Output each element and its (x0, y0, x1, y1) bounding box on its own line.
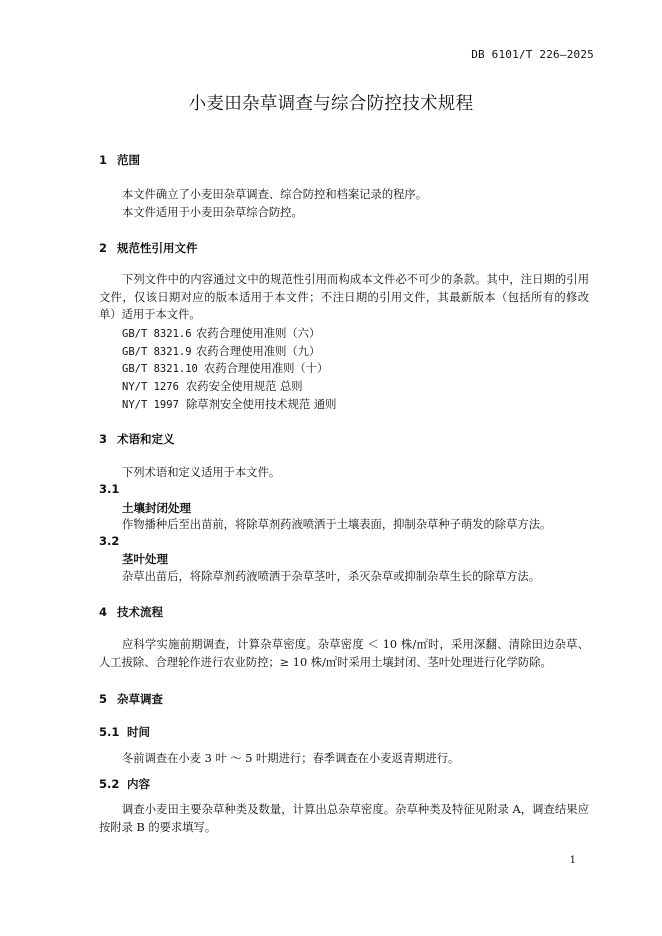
section-4-text: 应科学实施前期调查，计算杂草密度。杂草密度 ＜ 10 株/㎡时，采用深翻、清除田边杂草、人工拔除、合理轮作进行农业防控；≥ 10 株/㎡时采用土壤封闭、茎叶处理进行化学防除。 (99, 638, 589, 669)
term-name: 土壤封闭处理 (122, 501, 191, 515)
reference-name: 农药合理使用准则（六） (196, 327, 321, 340)
subsection-title: 内容 (127, 777, 150, 791)
reference-code: GB/T 8321.6 (122, 328, 192, 340)
reference-item (122, 378, 303, 394)
section-title: 规范性引用文件 (117, 241, 198, 255)
subsection-5-2-text: 调查小麦田主要杂草种类及数量，计算出总杂草密度。杂草种类及特征见附录 A，调查结果应按附录 B 的要求填写。 (99, 803, 589, 834)
term-definition: 杂草出苗后，将除草剂药液喷洒于杂草茎叶，杀灭杂草或抑制杂草生长的除草方法。 (122, 570, 540, 583)
section-3-intro: 下列术语和定义适用于本文件。 (122, 466, 281, 479)
section-4-heading (99, 604, 163, 620)
section-number: 1 (99, 153, 108, 167)
reference-item (122, 360, 328, 376)
reference-name: 除草剂安全使用技术规范 通则 (186, 398, 337, 411)
reference-name: 农药合理使用准则（九） (196, 345, 321, 358)
term-number: 3.2 (99, 534, 120, 548)
section-title: 术语和定义 (117, 432, 175, 446)
section-3-heading (99, 431, 175, 447)
page-number: 1 (569, 855, 576, 866)
reference-item (122, 396, 336, 412)
section-2-intro: 下列文件中的内容通过文中的规范性引用而构成本文件必不可少的条款。其中，注日期的引用文件，仅该日期对应的版本适用于本文件；不注日期的引用文件，其最新版本（包括所有的修改单）适用于本文件。 (99, 273, 589, 321)
term-number: 3.1 (99, 482, 120, 496)
section-number: 2 (99, 241, 108, 255)
reference-item (122, 325, 320, 341)
reference-code: NY/T 1997 (122, 399, 179, 411)
subsection-5-1-text: 冬前调查在小麦 3 叶 ～ 5 叶期进行；春季调查在小麦返青期进行。 (122, 752, 460, 765)
subsection-5-1-heading (99, 724, 150, 740)
reference-code: GB/T 8321.9 (122, 346, 192, 358)
term-name: 茎叶处理 (122, 552, 168, 566)
subsection-number: 5.2 (99, 777, 120, 791)
section-number: 4 (99, 605, 108, 619)
section-5-heading (99, 691, 163, 707)
section-title: 杂草调查 (117, 692, 163, 706)
section-title: 范围 (117, 153, 140, 167)
term-definition: 作物播种后至出苗前，将除草剂药液喷洒于土壤表面，抑制杂草种子萌发的除草方法。 (122, 518, 552, 531)
reference-item (122, 343, 320, 359)
subsection-number: 5.1 (99, 725, 120, 739)
reference-code: GB/T 8321.10 (122, 363, 198, 375)
section-title: 技术流程 (117, 605, 163, 619)
document-code: DB 6101/T 226—2025 (471, 48, 594, 61)
subsection-title: 时间 (127, 725, 150, 739)
reference-code: NY/T 1276 (122, 381, 179, 393)
section-1-paragraph-1: 本文件确立了小麦田杂草调查、综合防控和档案记录的程序。 (122, 188, 428, 201)
section-number: 5 (99, 692, 108, 706)
subsection-5-2-heading (99, 776, 150, 792)
reference-name: 农药合理使用准则（十） (204, 362, 329, 375)
reference-name: 农药安全使用规范 总则 (186, 380, 303, 393)
section-number: 3 (99, 432, 108, 446)
section-1-paragraph-2: 本文件适用于小麦田杂草综合防控。 (122, 206, 303, 219)
section-2-heading (99, 240, 198, 256)
document-title: 小麦田杂草调查与综合防控技术规程 (188, 94, 474, 114)
section-1-heading (99, 152, 140, 168)
